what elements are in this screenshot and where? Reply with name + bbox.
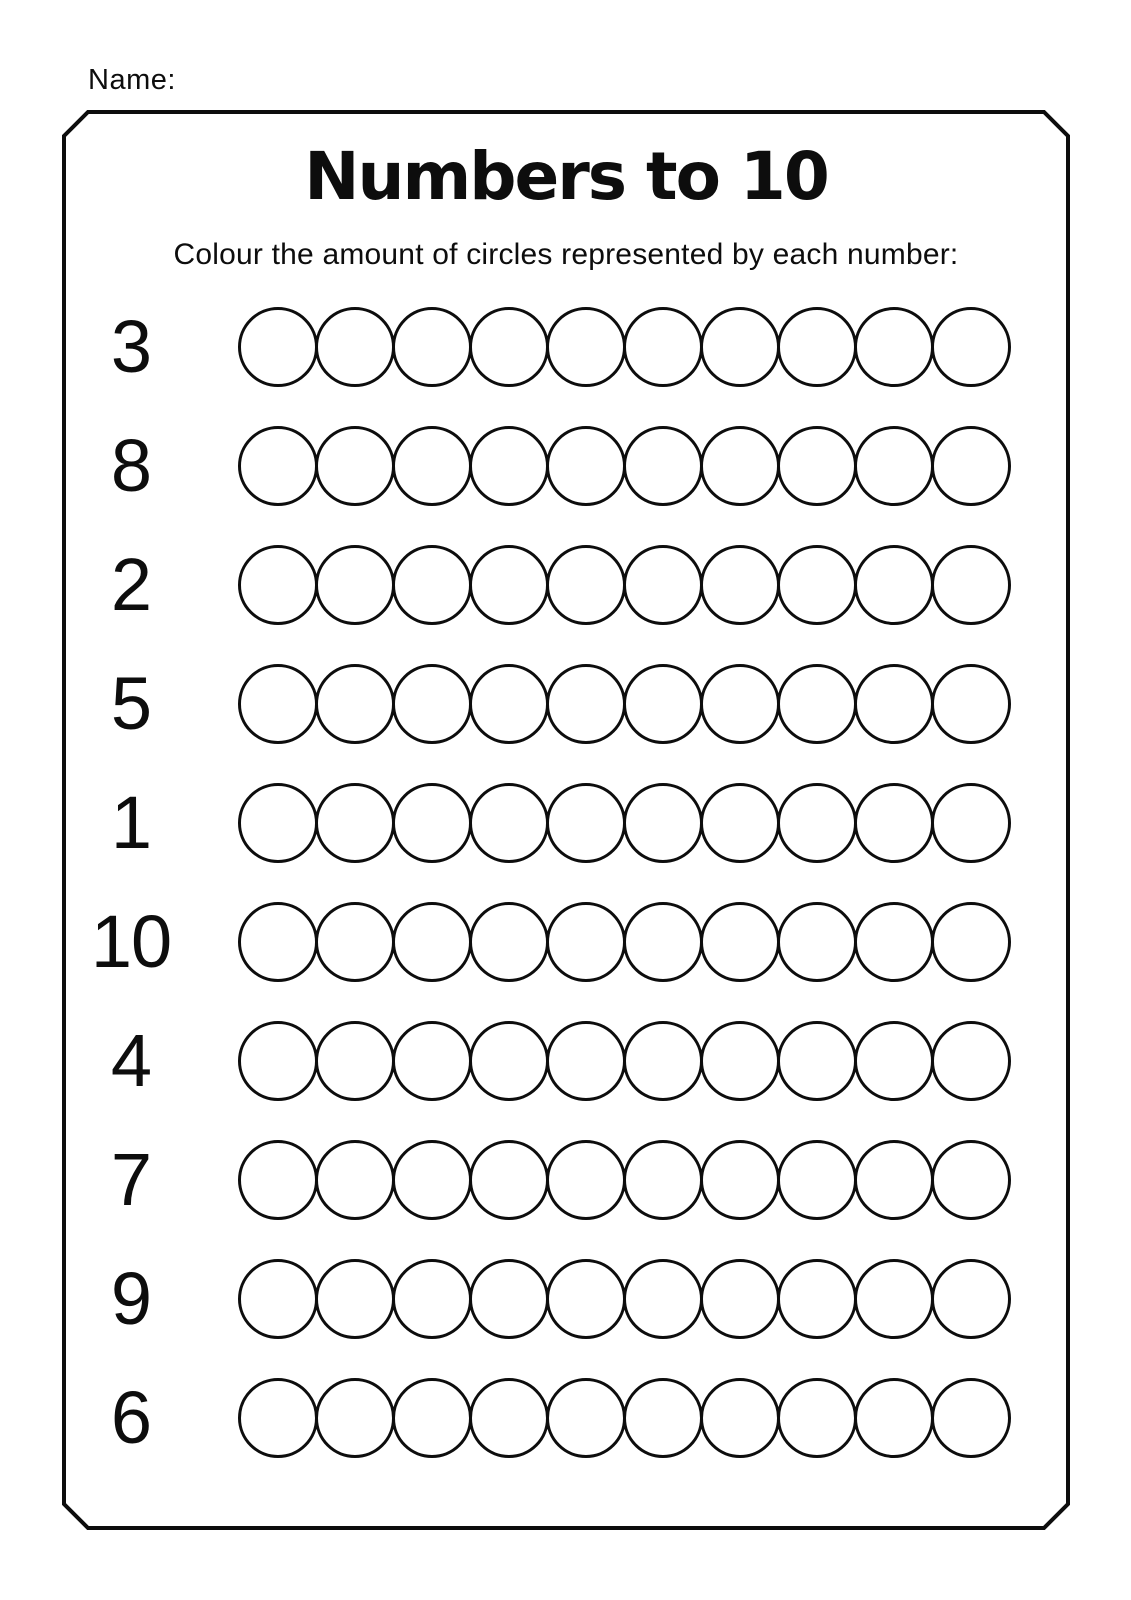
row-number: 7 [110,1138,152,1221]
circle[interactable] [469,664,549,744]
circle[interactable] [469,1378,549,1458]
circle[interactable] [700,902,780,982]
number-row [0,664,1131,744]
circle-row [238,1378,1008,1458]
circle[interactable] [623,1140,703,1220]
circle[interactable] [931,1259,1011,1339]
circle[interactable] [854,426,934,506]
circle[interactable] [854,1378,934,1458]
circle[interactable] [238,1140,318,1220]
circle[interactable] [777,307,857,387]
circle-row [238,426,1008,506]
circle[interactable] [238,307,318,387]
circle[interactable] [931,783,1011,863]
circle-row [238,307,1008,387]
row-number: 10 [90,900,172,983]
circle[interactable] [392,1378,472,1458]
circle[interactable] [931,545,1011,625]
circle[interactable] [931,902,1011,982]
circle[interactable] [238,902,318,982]
circle[interactable] [469,426,549,506]
circle[interactable] [315,783,395,863]
circle[interactable] [469,545,549,625]
number-row [0,307,1131,387]
circle[interactable] [546,1021,626,1101]
circle[interactable] [854,664,934,744]
circle[interactable] [469,307,549,387]
circle[interactable] [315,307,395,387]
circle[interactable] [392,902,472,982]
circle[interactable] [546,1259,626,1339]
row-number: 4 [110,1019,152,1102]
circle-row [238,783,1008,863]
circle[interactable] [777,1021,857,1101]
circle[interactable] [623,545,703,625]
circle[interactable] [700,783,780,863]
circle[interactable] [315,1259,395,1339]
circle[interactable] [546,1140,626,1220]
circle[interactable] [238,1378,318,1458]
row-number: 6 [110,1376,152,1459]
circle[interactable] [546,1378,626,1458]
circle[interactable] [623,1021,703,1101]
circle[interactable] [777,1259,857,1339]
circle-row [238,902,1008,982]
circle[interactable] [392,664,472,744]
circle[interactable] [315,902,395,982]
circle[interactable] [854,1259,934,1339]
circle-row [238,1140,1008,1220]
circle[interactable] [392,1021,472,1101]
circle[interactable] [931,1021,1011,1101]
circle[interactable] [469,1140,549,1220]
circle[interactable] [623,664,703,744]
circle[interactable] [854,1140,934,1220]
circle[interactable] [392,426,472,506]
circle[interactable] [777,426,857,506]
row-number: 5 [110,662,152,745]
circle[interactable] [469,902,549,982]
number-row [0,426,1131,506]
circle[interactable] [546,902,626,982]
circle[interactable] [546,783,626,863]
circle[interactable] [931,426,1011,506]
circle[interactable] [546,545,626,625]
circle[interactable] [469,1021,549,1101]
row-number: 2 [110,543,152,626]
circle[interactable] [315,1378,395,1458]
row-number: 1 [110,781,152,864]
circle[interactable] [700,426,780,506]
circle[interactable] [238,545,318,625]
circle[interactable] [546,426,626,506]
circle[interactable] [469,1259,549,1339]
circle[interactable] [700,307,780,387]
number-row [0,1378,1131,1458]
circle[interactable] [854,783,934,863]
row-number: 3 [110,305,152,388]
circle[interactable] [238,1259,318,1339]
circle[interactable] [623,783,703,863]
row-number: 8 [110,424,152,507]
circle[interactable] [623,1259,703,1339]
number-rows [0,307,1131,1458]
circle-row [238,545,1008,625]
circle[interactable] [777,1140,857,1220]
circle[interactable] [315,664,395,744]
circle[interactable] [315,545,395,625]
name-label: Name: [88,64,176,96]
circle-row [238,1021,1008,1101]
circle[interactable] [315,1140,395,1220]
instruction-text: Colour the amount of circles represented by each number: [173,238,959,271]
row-number: 9 [110,1257,152,1340]
circle[interactable] [238,783,318,863]
page-title: Numbers to 10 [304,138,828,215]
circle[interactable] [700,664,780,744]
circle[interactable] [931,1378,1011,1458]
circle[interactable] [392,307,472,387]
circle[interactable] [931,664,1011,744]
circle[interactable] [238,1021,318,1101]
circle[interactable] [623,426,703,506]
circle[interactable] [392,783,472,863]
circle[interactable] [700,545,780,625]
circle[interactable] [777,1378,857,1458]
circle[interactable] [700,1378,780,1458]
number-row [0,1259,1131,1339]
circle[interactable] [777,783,857,863]
circle[interactable] [392,1140,472,1220]
circle[interactable] [238,426,318,506]
circle[interactable] [700,1140,780,1220]
circle[interactable] [623,307,703,387]
circle[interactable] [700,1021,780,1101]
circle[interactable] [623,902,703,982]
circle[interactable] [623,1378,703,1458]
circle[interactable] [854,902,934,982]
circle[interactable] [469,783,549,863]
circle[interactable] [546,664,626,744]
circle[interactable] [777,902,857,982]
circle[interactable] [931,1140,1011,1220]
circle-row [238,664,1008,744]
number-row [0,783,1131,863]
circle[interactable] [931,307,1011,387]
circle-row [238,1259,1008,1339]
circle[interactable] [777,664,857,744]
circle[interactable] [854,1021,934,1101]
circle[interactable] [700,1259,780,1339]
circle[interactable] [392,545,472,625]
circle[interactable] [777,545,857,625]
circle[interactable] [854,545,934,625]
circle[interactable] [238,664,318,744]
circle[interactable] [315,426,395,506]
number-row [0,902,1131,982]
number-row [0,545,1131,625]
circle[interactable] [854,307,934,387]
number-row [0,1140,1131,1220]
number-row [0,1021,1131,1101]
circle[interactable] [315,1021,395,1101]
circle[interactable] [546,307,626,387]
circle[interactable] [392,1259,472,1339]
